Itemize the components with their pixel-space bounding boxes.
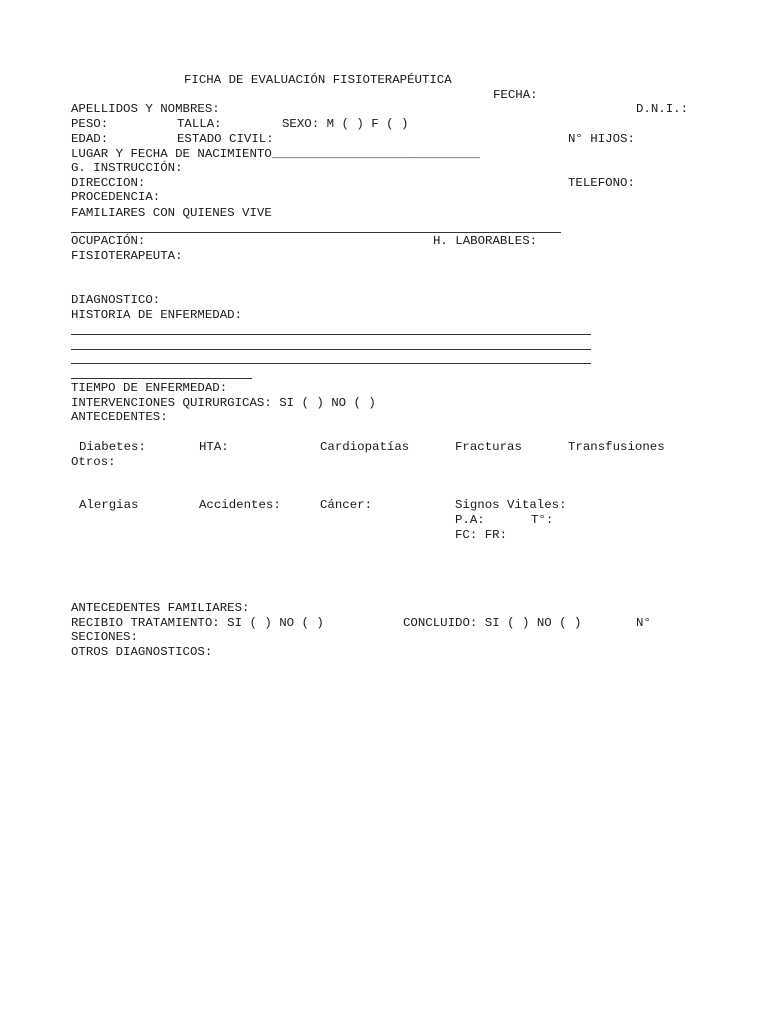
pa-label: P.A: — [455, 513, 485, 527]
temp-label: T°: — [531, 513, 554, 527]
concluido-label: CONCLUIDO: SI ( ) NO ( ) — [403, 616, 582, 630]
historia-line-3 — [71, 363, 591, 364]
diagnostico-label: DIAGNOSTICO: — [71, 293, 161, 307]
dni-label: D.N.I.: — [636, 102, 689, 116]
hijos-label: N° HIJOS: — [568, 132, 635, 146]
alergias-label: Alergias — [79, 498, 139, 512]
fisioterapeuta-label: FISIOTERAPEUTA: — [71, 249, 183, 263]
signos-vitales-label: Signos Vitales: — [455, 498, 567, 512]
sesiones-label: SECIONES: — [71, 630, 138, 644]
transfusiones-label: Transfusiones — [568, 440, 665, 454]
cardiopatias-label: Cardiopatías — [320, 440, 410, 454]
historia-line-2 — [71, 349, 591, 350]
direccion-label: DIRECCION: — [71, 176, 146, 190]
apellidos-label: APELLIDOS Y NOMBRES: — [71, 102, 220, 116]
form-title: FICHA DE EVALUACIÓN FISIOTERAPÉUTICA — [184, 73, 452, 87]
talla-label: TALLA: — [177, 117, 222, 131]
antecedentes-label: ANTECEDENTES: — [71, 410, 168, 424]
familiares-vive-label: FAMILIARES CON QUIENES VIVE — [71, 206, 272, 220]
familiares-line — [71, 232, 561, 233]
fracturas-label: Fracturas — [455, 440, 522, 454]
accidentes-label: Accidentes: — [199, 498, 281, 512]
n-sesiones-label: N° — [636, 616, 651, 630]
intervenciones-label: INTERVENCIONES QUIRURGICAS: SI ( ) NO ( ) — [71, 396, 376, 410]
telefono-label: TELEFONO: — [568, 176, 635, 190]
sexo-label: SEXO: M ( ) F ( ) — [282, 117, 409, 131]
estado-civil-label: ESTADO CIVIL: — [177, 132, 274, 146]
recibio-tratamiento-label: RECIBIO TRATAMIENTO: SI ( ) NO ( ) — [71, 616, 324, 630]
h-laborables-label: H. LABORABLES: — [433, 234, 538, 248]
instruccion-label: G. INSTRUCCIÓN: — [71, 161, 183, 175]
lugar-fecha-label: LUGAR Y FECHA DE NACIMIENTO____________________________ — [71, 147, 480, 161]
edad-label: EDAD: — [71, 132, 109, 146]
ocupacion-label: OCUPACIÓN: — [71, 234, 146, 248]
hta-label: HTA: — [199, 440, 229, 454]
antecedentes-familiares-label: ANTECEDENTES FAMILIARES: — [71, 601, 250, 615]
procedencia-label: PROCEDENCIA: — [71, 190, 161, 204]
cancer-label: Cáncer: — [320, 498, 373, 512]
peso-label: PESO: — [71, 117, 109, 131]
historia-line-1 — [71, 334, 591, 335]
historia-line-4 — [71, 378, 252, 379]
otros-diagnosticos-label: OTROS DIAGNOSTICOS: — [71, 645, 213, 659]
historia-label: HISTORIA DE ENFERMEDAD: — [71, 308, 243, 322]
otros-label: Otros: — [71, 455, 116, 469]
diabetes-label: Diabetes: — [79, 440, 146, 454]
fecha-label: FECHA: — [493, 88, 538, 102]
fc-fr-label: FC: FR: — [455, 528, 508, 542]
tiempo-label: TIEMPO DE ENFERMEDAD: — [71, 381, 228, 395]
